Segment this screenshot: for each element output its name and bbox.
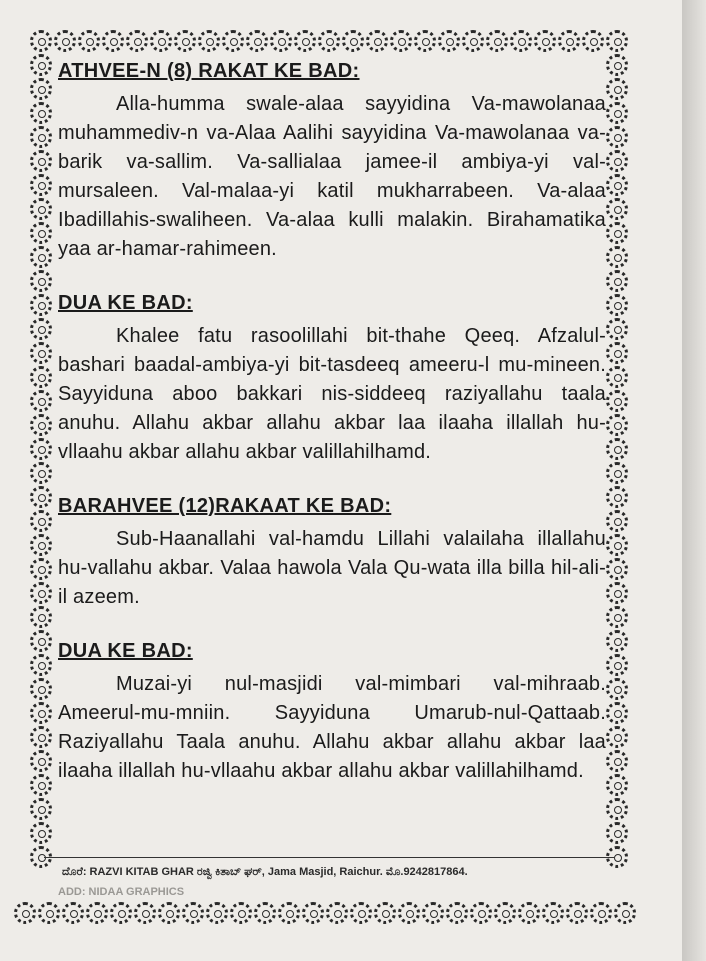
section-text: Alla-humma swale-alaa sayyidina Va-mawolanaa muhammediv-n va-Alaa Aalihi sayyidina Va-mawolanaa va-barik va-sallim. Va-sallialaa jamee-il ambiya-yi val-mursaleen. Val-malaa-yi katil mukharrabeen. Va-alaa Ibadillahis-swaliheen. Va-alaa kulli malakin. Birahamatika yaa ar-hamar-rahimeen.: [58, 93, 606, 260]
ornament-icon: [606, 702, 628, 724]
ornament-icon: [606, 174, 628, 196]
section-dua-2: [58, 636, 606, 786]
ornament-icon: [606, 510, 628, 532]
ornament-icon: [606, 150, 628, 172]
ornament-border-right: [606, 54, 628, 868]
ornament-icon: [446, 902, 468, 924]
ornament-icon: [558, 30, 580, 52]
ornament-icon: [606, 798, 628, 820]
ornament-icon: [30, 294, 52, 316]
ornament-icon: [350, 902, 372, 924]
section-heading: BARAHVEE (12)RAKAAT KE BAD:: [58, 495, 392, 517]
ornament-icon: [606, 726, 628, 748]
ornament-icon: [606, 126, 628, 148]
ornament-icon: [30, 150, 52, 172]
section-athvee-rakat: [58, 56, 606, 264]
ornament-icon: [294, 30, 316, 52]
ornament-border-left: [30, 54, 52, 868]
ornament-icon: [134, 902, 156, 924]
ornament-icon: [606, 750, 628, 772]
ornament-icon: [606, 606, 628, 628]
ornament-icon: [606, 678, 628, 700]
ornament-icon: [222, 30, 244, 52]
ornament-icon: [590, 902, 612, 924]
ornament-icon: [510, 30, 532, 52]
ornament-icon: [606, 438, 628, 460]
ornament-icon: [30, 390, 52, 412]
ornament-icon: [30, 582, 52, 604]
ornament-icon: [270, 30, 292, 52]
ornament-icon: [30, 630, 52, 652]
ornament-icon: [30, 606, 52, 628]
section-heading: ATHVEE-N (8) RAKAT KE BAD:: [58, 60, 360, 82]
ornament-icon: [606, 822, 628, 844]
ornament-icon: [606, 582, 628, 604]
ornament-icon: [606, 486, 628, 508]
section-text: Khalee fatu rasoolillahi bit-thahe Qeeq. Afzalul-bashari baadal-ambiya-yi bit-tasdeeq ameeru-l mu-mineen. Sayyiduna aboo bakkari nis-siddeeq raziyallahu taala anuhu. Allahu akbar allahu akbar laa ilaaha illallah hu-vllaahu akbar allahu akbar valillahilhamd.: [58, 325, 606, 463]
ornament-icon: [606, 54, 628, 76]
ornament-icon: [30, 54, 52, 76]
ornament-icon: [30, 822, 52, 844]
ornament-icon: [30, 414, 52, 436]
footer-publisher: ದೊರೆ: RAZVI KITAB GHAR ರಜ್ವಿ ಕಿತಾಬ್ ಘರ್, Jama Masjid, Raichur. ಮೊ.9242817864.: [62, 866, 468, 878]
ornament-icon: [246, 30, 268, 52]
ornament-icon: [254, 902, 276, 924]
ornament-icon: [486, 30, 508, 52]
ornament-icon: [30, 198, 52, 220]
ornament-icon: [30, 342, 52, 364]
ornament-icon: [110, 902, 132, 924]
ornament-icon: [30, 174, 52, 196]
section-heading: DUA KE BAD:: [58, 640, 193, 662]
ornament-icon: [102, 30, 124, 52]
ornament-icon: [606, 774, 628, 796]
ornament-icon: [534, 30, 556, 52]
ornament-icon: [614, 902, 636, 924]
ornament-icon: [518, 902, 540, 924]
section-text: Sub-Haanallahi val-hamdu Lillahi valailaha illallahu hu-vallahu akbar. Valaa hawola Vala Qu-wata illa billa hil-ali-il azeem.: [58, 528, 606, 608]
ornament-icon: [30, 774, 52, 796]
ornament-icon: [438, 30, 460, 52]
section-barahvee-rakaat: [58, 491, 606, 612]
ornament-icon: [30, 438, 52, 460]
ornament-icon: [606, 342, 628, 364]
ornament-icon: [302, 902, 324, 924]
ornament-icon: [30, 558, 52, 580]
ornament-icon: [366, 30, 388, 52]
ornament-icon: [198, 30, 220, 52]
ornament-icon: [606, 630, 628, 652]
ornament-icon: [470, 902, 492, 924]
ornament-icon: [606, 534, 628, 556]
ornament-icon: [62, 902, 84, 924]
ornament-icon: [30, 270, 52, 292]
footer-divider: [44, 857, 614, 858]
ornament-icon: [606, 30, 628, 52]
ornament-icon: [318, 30, 340, 52]
ornament-icon: [390, 30, 412, 52]
ornament-icon: [398, 902, 420, 924]
ornament-icon: [606, 366, 628, 388]
ornament-icon: [30, 246, 52, 268]
ornament-icon: [462, 30, 484, 52]
ornament-icon: [606, 558, 628, 580]
ornament-icon: [582, 30, 604, 52]
ornament-icon: [30, 222, 52, 244]
page-edge: [682, 0, 706, 961]
ornament-icon: [30, 462, 52, 484]
ornament-icon: [30, 702, 52, 724]
ornament-icon: [30, 798, 52, 820]
ornament-icon: [150, 30, 172, 52]
ornament-icon: [542, 902, 564, 924]
ornament-border-top: [30, 30, 628, 52]
ornament-icon: [158, 902, 180, 924]
ornament-icon: [86, 902, 108, 924]
ornament-icon: [326, 902, 348, 924]
ornament-icon: [182, 902, 204, 924]
ornament-icon: [14, 902, 36, 924]
ornament-icon: [30, 654, 52, 676]
section-dua-1: [58, 288, 606, 467]
ornament-icon: [606, 414, 628, 436]
ornament-icon: [606, 654, 628, 676]
ornament-icon: [606, 318, 628, 340]
ornament-icon: [606, 198, 628, 220]
ornament-icon: [342, 30, 364, 52]
ornament-icon: [54, 30, 76, 52]
ornament-icon: [374, 902, 396, 924]
ornament-icon: [126, 30, 148, 52]
ornament-icon: [230, 902, 252, 924]
ornament-icon: [606, 246, 628, 268]
section-heading: DUA KE BAD:: [58, 292, 193, 314]
ornament-icon: [30, 30, 52, 52]
ornament-icon: [30, 318, 52, 340]
ornament-icon: [30, 510, 52, 532]
prayer-text: [58, 56, 606, 810]
ornament-icon: [606, 78, 628, 100]
footer-design: ADD: NIDAA GRAPHICS: [58, 886, 185, 898]
ornament-icon: [30, 678, 52, 700]
ornament-icon: [30, 102, 52, 124]
ornament-icon: [606, 270, 628, 292]
ornament-icon: [38, 902, 60, 924]
ornament-icon: [206, 902, 228, 924]
ornament-icon: [30, 126, 52, 148]
ornament-icon: [494, 902, 516, 924]
ornament-icon: [78, 30, 100, 52]
ornament-icon: [422, 902, 444, 924]
ornament-icon: [30, 78, 52, 100]
ornament-border-bottom: [14, 902, 636, 924]
ornament-icon: [278, 902, 300, 924]
ornament-icon: [30, 750, 52, 772]
ornament-icon: [30, 726, 52, 748]
ornament-icon: [606, 390, 628, 412]
ornament-icon: [606, 102, 628, 124]
ornament-icon: [174, 30, 196, 52]
ornament-icon: [30, 486, 52, 508]
ornament-icon: [414, 30, 436, 52]
ornament-icon: [30, 366, 52, 388]
ornament-icon: [606, 294, 628, 316]
ornament-icon: [30, 534, 52, 556]
ornament-icon: [566, 902, 588, 924]
section-text: Muzai-yi nul-masjidi val-mimbari val-mihraab. Ameerul-mu-mniin. Sayyiduna Umarub-nul-Qattaab. Raziyallahu Taala anuhu. Allahu akbar allahu akbar laa ilaaha illallah hu-vllaahu akbar allahu akbar valillahilhamd.: [58, 673, 606, 782]
ornament-icon: [606, 462, 628, 484]
ornament-icon: [606, 222, 628, 244]
